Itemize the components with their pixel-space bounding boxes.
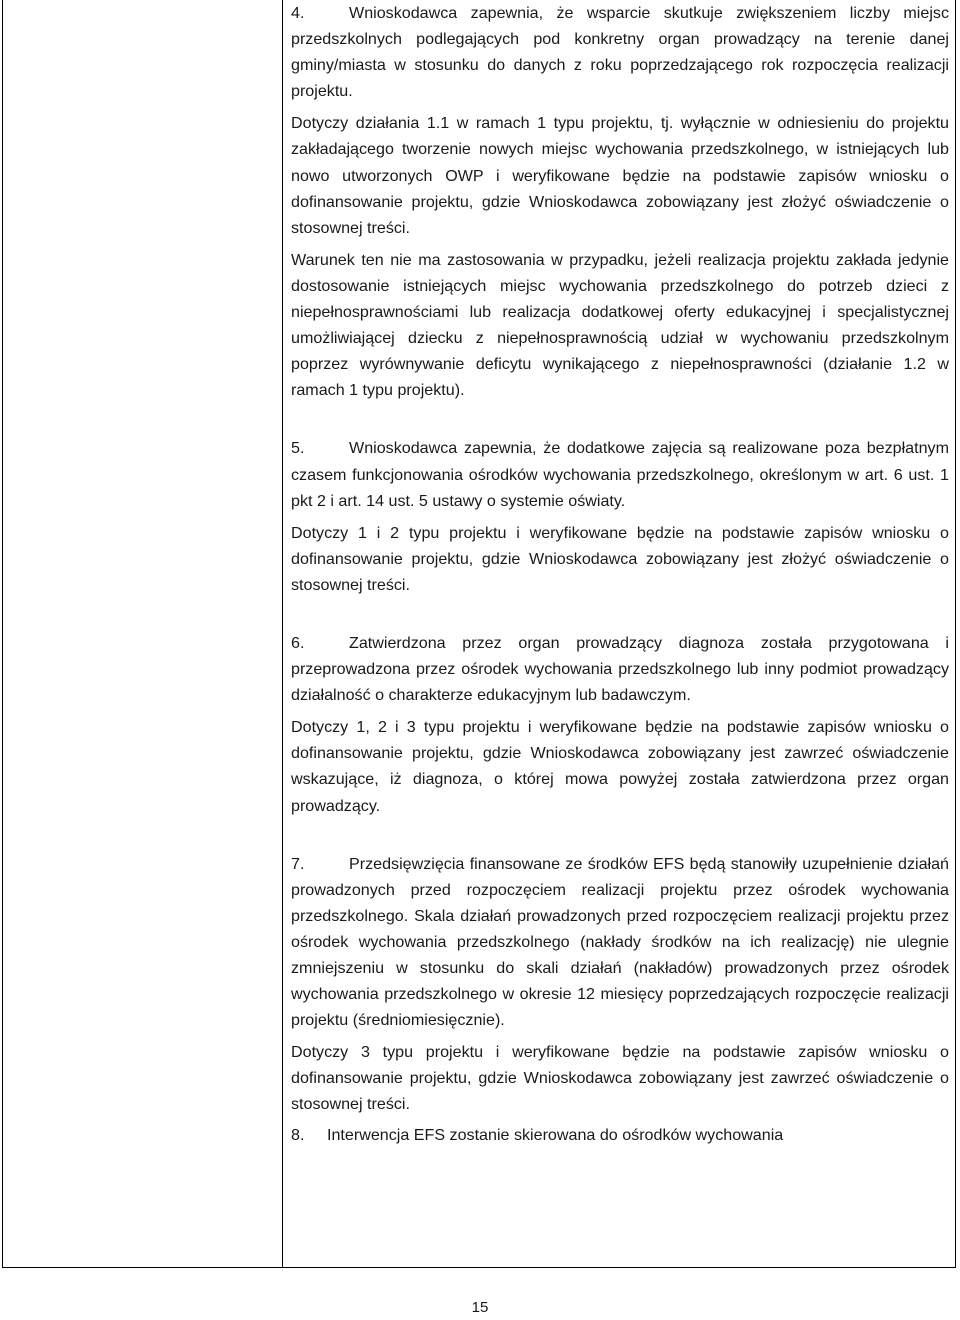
criterion-7-paragraph-2: Dotyczy 3 typu projektu i weryfikowane będzie na podstawie zapisów wniosku o dofinansowanie projektu, gdzie Wnioskodawca zobowiązany jest zawrzeć oświadczenie o stosownej treści. — [291, 1043, 949, 1114]
criterion-7-number: 7. — [291, 854, 305, 873]
criterion-5-number: 5. — [291, 439, 305, 458]
criterion-6-paragraph-2: Dotyczy 1, 2 i 3 typu projektu i weryfikowane będzie na podstawie zapisów wniosku o dofinansowanie projektu, gdzie Wnioskodawca zobowiązany jest zawrzeć oświadczenie wskazujące, iż diagnoza, o której mowa powyżej została zatwierdzona przez organ prowadzący. — [291, 718, 949, 815]
criterion-6-paragraph-1: 6. Zatwierdzona przez organ prowadzący diagnoza została przygotowana i przeprowadzona przez ośrodek wychowania przedszkolnego lub inny podmiot prowadzący działalność o charakterze edukacyjnym lub badawczym. — [291, 630, 949, 708]
criterion-8-number: 8. — [291, 1125, 305, 1144]
criterion-6-number: 6. — [291, 633, 305, 652]
criterion-4-number: 4. — [291, 4, 305, 22]
criterion-4-paragraph-3: Warunek ten nie ma zastosowania w przypadku, jeżeli realizacja projektu zakłada jedynie dostosowanie istniejących miejsc wychowania przedszkolnego do potrzeb dzieci z niepełnosprawnościami lub realizacja dodatkowej oferty edukacyjnej i specjalistycznej umożliwiającej dziecku z niepełnosprawnością udział w wychowaniu przedszkolnym poprzez wyrównywanie deficytu wynikającego z niepełnosprawności (działanie 1.2 w ramach 1 typu projektu). — [291, 250, 949, 400]
criterion-4-paragraph-2: Dotyczy działania 1.1 w ramach 1 typu projektu, tj. wyłącznie w odniesieniu do projektu zakładającego tworzenie nowych miejsc wychowania przedszkolnego, w istniejących lub nowo utworzonych OWP i weryfikowane będzie na podstawie zapisów wniosku o dofinansowanie projektu, gdzie Wnioskodawca zobowiązany jest złożyć oświadczenie o stosownej treści. — [291, 114, 949, 237]
criterion-8-paragraph-1: 8. Interwencja EFS zostanie skierowana do ośrodków wychowania — [291, 1122, 949, 1148]
criteria-table — [2, 0, 956, 1268]
criterion-5-paragraph-1: 5. Wnioskodawca zapewnia, że dodatkowe zajęcia są realizowane poza bezpłatnym czasem funkcjonowania ośrodków wychowania przedszkolnego, określonym w art. 6 ust. 1 pkt 2 i art. 14 ust. 5 ustawy o systemie oświaty. — [291, 435, 949, 513]
criterion-5 — [291, 435, 949, 598]
criterion-8 — [291, 1122, 949, 1148]
criterion-7 — [291, 851, 949, 1118]
criterion-6 — [291, 630, 949, 819]
criterion-4-paragraph-1: 4. Wnioskodawca zapewnia, że wsparcie skutkuje zwiększeniem liczby miejsc przedszkolnych podlegających pod konkretny organ prowadzący na terenie danej gminy/miasta w stosunku do danych z roku poprzedzającego rok rozpoczęcia realizacji projektu. — [291, 0, 949, 104]
criterion-5-paragraph-2: Dotyczy 1 i 2 typu projektu i weryfikowane będzie na podstawie zapisów wniosku o dofinansowanie projektu, gdzie Wnioskodawca zobowiązany jest złożyć oświadczenie o stosownej treści. — [291, 523, 949, 594]
column-divider — [282, 0, 283, 1267]
page-number: 15 — [471, 1299, 489, 1316]
criterion-4 — [291, 0, 949, 403]
criteria-cell — [291, 0, 949, 1148]
criterion-7-paragraph-1: 7. Przedsięwzięcia finansowane ze środków EFS będą stanowiły uzupełnienie działań prowadzonych przed rozpoczęciem realizacji projektu przez ośrodek wychowania przedszkolnego. Skala działań prowadzonych przed rozpoczęciem realizacji projektu przez ośrodek wychowania przedszkolnego (nakłady środków na ich realizację) nie ulegnie zmniejszeniu w stosunku do skali działań (nakładów) prowadzonych przez ośrodek wychowania przedszkolnego w okresie 12 miesięcy poprzedzających rozpoczęcie realizacji projektu (średniomiesięcznie). — [291, 851, 949, 1034]
